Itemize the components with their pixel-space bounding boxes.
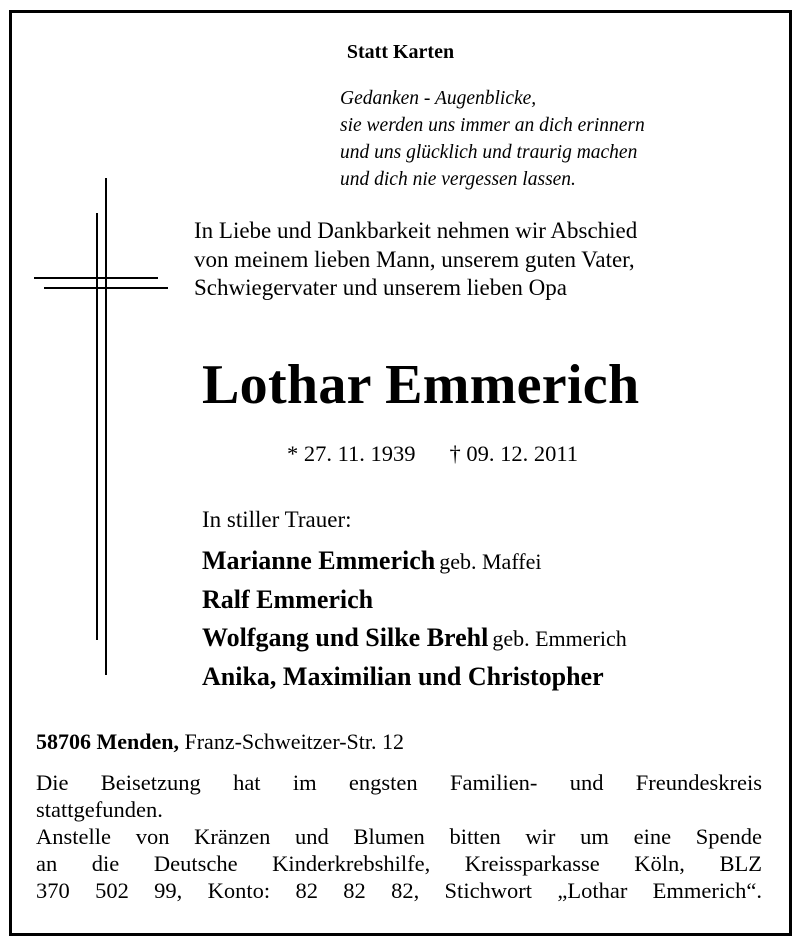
notice-line: an die Deutsche Kinderkrebshilfe, Kreissparkasse Köln, BLZ	[36, 851, 762, 876]
mourner-name: Anika, Maximilian und Christopher	[202, 661, 604, 691]
mourner-row	[202, 583, 627, 622]
funeral-notice	[36, 769, 762, 904]
poem-line: und dich nie vergessen lassen.	[340, 169, 576, 190]
mourner-note: geb. Maffei	[439, 549, 542, 574]
notice-line: Anstelle von Kränzen und Blumen bitten wir um eine Spende	[36, 824, 762, 849]
mourner-row	[202, 544, 627, 583]
notice-line: 370 502 99, Konto: 82 82 82, Stichwort „Lothar Emmerich“.	[36, 878, 762, 903]
mourner-name: Ralf Emmerich	[202, 584, 374, 614]
farewell-line: Schwiegervater und unserem lieben Opa	[194, 275, 567, 300]
mourners-heading: In stiller Trauer:	[202, 507, 352, 532]
farewell-line: In Liebe und Dankbarkeit nehmen wir Abschied	[194, 218, 638, 243]
obituary-notice	[9, 10, 792, 936]
poem-line: und uns glücklich und traurig machen	[340, 142, 638, 163]
mourners-list	[202, 544, 627, 698]
deceased-name: Lothar Emmerich	[202, 354, 640, 416]
life-dates	[12, 441, 789, 467]
farewell-text	[194, 217, 637, 303]
mourner-name: Wolfgang und Silke Brehl	[202, 623, 489, 652]
mourner-name: Marianne Emmerich	[202, 546, 436, 575]
cross-icon	[12, 13, 192, 693]
notice-header: Statt Karten	[346, 41, 455, 63]
address-street: Franz-Schweitzer-Str. 12	[184, 729, 404, 754]
poem-line: sie werden uns immer an dich erinnern	[340, 115, 645, 136]
mourner-row	[202, 621, 627, 660]
birth-date: * 27. 11. 1939	[286, 441, 416, 466]
mourner-note: geb. Emmerich	[492, 626, 627, 651]
farewell-line: von meinem lieben Mann, unserem guten Vater,	[194, 246, 635, 272]
address	[36, 729, 404, 755]
notice-line: Die Beisetzung hat im engsten Familien- und Freundeskreis	[36, 770, 762, 795]
death-date: † 09. 12. 2011	[449, 441, 579, 466]
poem-line: Gedanken - Augenblicke,	[340, 88, 537, 109]
notice-line: stattgefunden.	[36, 797, 163, 822]
poem	[340, 85, 645, 193]
address-city: 58706 Menden,	[36, 729, 179, 754]
mourner-row	[202, 660, 627, 699]
